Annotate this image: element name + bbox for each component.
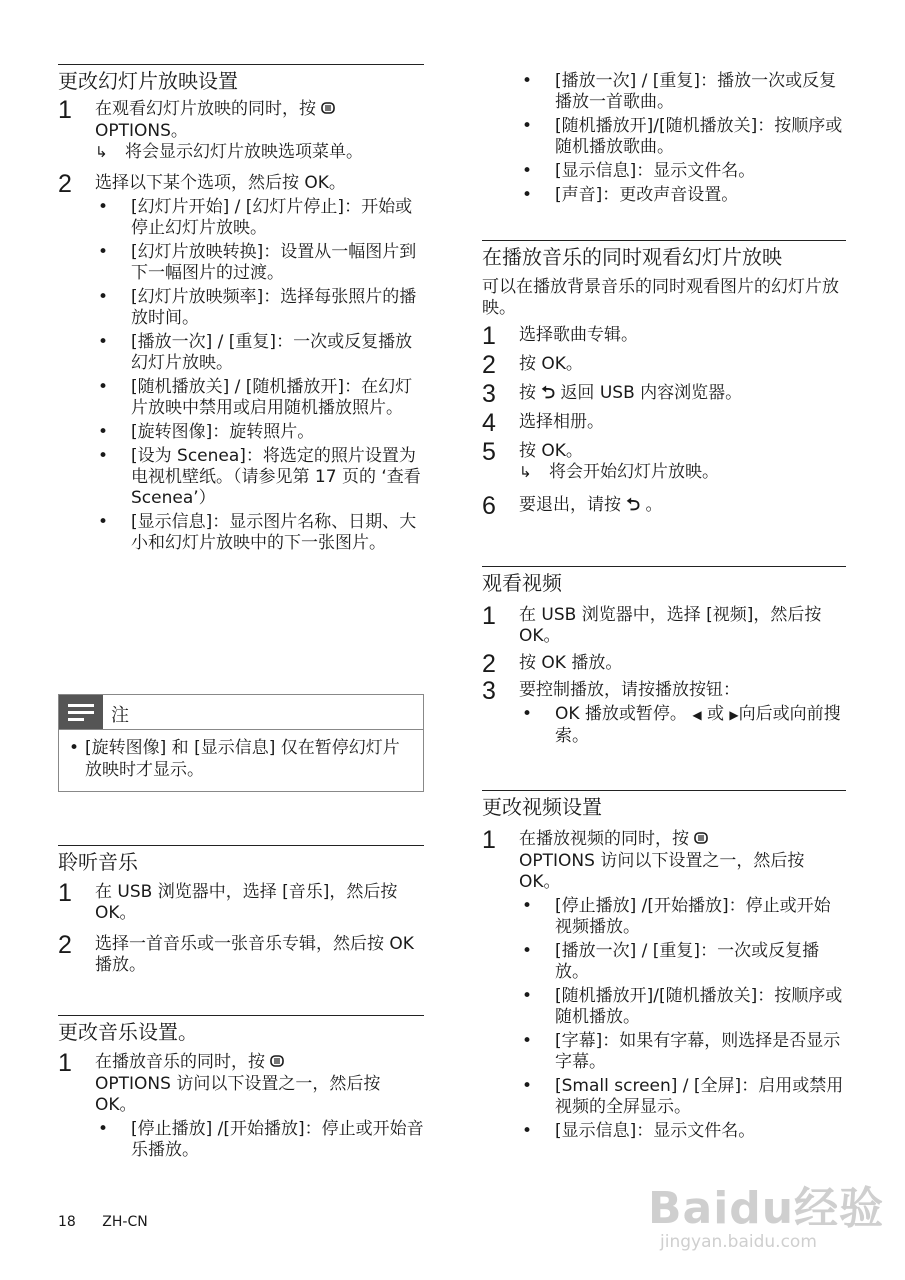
step-text: 选择歌曲专辑。 [519, 325, 638, 345]
section-slideshow-with-music [482, 240, 846, 520]
step-text: 选择以下某个选项，然后按 OK。 [95, 173, 346, 193]
step-result [519, 462, 846, 483]
bullet-text: [显示信息]：显示文件名。 [555, 161, 756, 181]
bullet-text: [随机播放开]/[随机播放关]：按顺序或随机播放歌曲。 [555, 116, 843, 157]
bullet-text: [随机播放关] / [随机播放开]：在幻灯片放映中禁用或启用随机播放照片。 [131, 377, 413, 418]
step-2 [482, 351, 846, 379]
step-text-2: 返回 USB 内容浏览器。 [560, 383, 743, 403]
step-4 [482, 409, 846, 437]
bullet-item: • [播放一次] / [重复]：播放一次或反复播放一首歌曲。 [482, 71, 846, 113]
bullet-text: [字幕]：如果有字幕，则选择是否显示字幕。 [555, 1031, 841, 1072]
bullet-item: • [随机播放开]/[随机播放关]：按顺序或随机播放歌曲。 [482, 116, 846, 158]
bullet-text: [停止播放] /[开始播放]：停止或开始音乐播放。 [131, 1119, 424, 1160]
watermark [648, 1172, 884, 1252]
step-number: 2 [482, 650, 496, 678]
step-number: 1 [482, 602, 496, 630]
back-icon: ⮌ [541, 383, 556, 403]
language-code: ZH-CN [102, 1214, 148, 1230]
step-number: 4 [482, 409, 496, 437]
bullet-item: • [随机播放开]/[随机播放关]：按顺序或随机播放。 [522, 986, 843, 1027]
step-1 [482, 826, 846, 1142]
bullet-text: [播放一次] / [重复]：一次或反复播放幻灯片放映。 [131, 332, 413, 373]
step-text-2: OPTIONS 访问以下设置之一，然后按 OK。 [95, 1074, 381, 1115]
note-title: 注 [111, 705, 129, 726]
step-6 [482, 492, 846, 520]
bullet-item: • [停止播放] /[开始播放]：停止或开始音乐播放。 [98, 1119, 424, 1160]
step-1 [58, 1049, 424, 1161]
step-text-2: 。 [645, 495, 663, 515]
step-number: 2 [58, 170, 72, 198]
bullet-item: • OK 播放或暂停。 ◀ 或 ▶向后或向前搜索。 [522, 704, 841, 746]
page-number: 18 [58, 1214, 76, 1230]
step-number: 1 [58, 96, 72, 124]
bullet-item: • [幻灯片放映转换]：设置从一幅图片到下一幅图片的过渡。 [98, 242, 417, 283]
section-title: 在播放音乐的同时观看幻灯片放映 [482, 245, 782, 269]
note-box [58, 694, 424, 792]
step-number: 2 [58, 931, 72, 959]
note-body-text: [旋转图像] 和 [显示信息] 仅在暂停幻灯片放映时才显示。 [85, 738, 400, 780]
bullet-item: • [播放一次] / [重复]：一次或反复播放。 [522, 941, 820, 982]
bullet-item: • [幻灯片放映频率]：选择每张照片的播放时间。 [98, 287, 417, 328]
step-number: 6 [482, 492, 496, 520]
bullet-item: • [旋转图像]：旋转照片。 [98, 422, 315, 442]
result-text: 将会显示幻灯片放映选项菜单。 [125, 142, 363, 162]
step-number: 1 [58, 1049, 72, 1077]
step-3 [482, 380, 846, 408]
bullet-item: • [Small screen] / [全屏]：启用或禁用视频的全屏显示。 [522, 1076, 844, 1117]
step-text: 要控制播放，请按播放按钮： [519, 680, 740, 700]
step-2 [58, 931, 424, 976]
bullet-item: • [字幕]：如果有字幕，则选择是否显示字幕。 [522, 1031, 841, 1072]
step-5 [482, 438, 846, 483]
bullet-text: [设为 Scenea]：将选定的照片设置为电视机壁纸。（请参见第 17 页的 ‘查看 Scenea’） [131, 446, 421, 508]
step-3 [482, 677, 846, 747]
step-text-2: OPTIONS 访问以下设置之一，然后按 OK。 [519, 851, 805, 892]
section-listen-music [58, 845, 424, 976]
bullet-text: [播放一次] / [重复]：一次或反复播放。 [555, 941, 820, 982]
bullet-text-3: 向后或向前搜索。 [555, 704, 841, 746]
step-1 [58, 879, 424, 924]
note-icon [59, 695, 103, 729]
result-arrow-icon: ↳ [519, 463, 532, 481]
step-number: 3 [482, 677, 496, 705]
step-text: 要退出，请按 [519, 495, 621, 515]
result-text: 将会开始幻灯片放映。 [549, 462, 719, 482]
step-text: 按 OK 播放。 [519, 653, 623, 673]
step-number: 2 [482, 351, 496, 379]
options-icon [694, 830, 708, 851]
step-text: 在观看幻灯片放映的同时，按 [95, 99, 316, 119]
watermark-logo: Baidu经验 [648, 1183, 885, 1234]
bullet-text: [显示信息]：显示图片名称、日期、大小和幻灯片放映中的下一张图片。 [131, 512, 417, 553]
bullet-item: • [显示信息]：显示图片名称、日期、大小和幻灯片放映中的下一张图片。 [98, 512, 417, 553]
section-video-settings [482, 790, 846, 1142]
step-text: 在播放音乐的同时，按 [95, 1052, 265, 1072]
section-title: 观看视频 [482, 571, 562, 595]
bullet-item: • [幻灯片开始] / [幻灯片停止]：开始或停止幻灯片放映。 [98, 197, 413, 238]
step-number: 1 [482, 322, 496, 350]
bullet-text: [停止播放] /[开始播放]：停止或开始视频播放。 [555, 896, 831, 937]
bullet-text: [幻灯片放映转换]：设置从一幅图片到下一幅图片的过渡。 [131, 242, 417, 283]
bullet-text: [幻灯片放映频率]：选择每张照片的播放时间。 [131, 287, 417, 328]
bullet-item: • [随机播放关] / [随机播放开]：在幻灯片放映中禁用或启用随机播放照片。 [98, 377, 413, 418]
options-icon [321, 100, 335, 121]
step-text: 在 USB 浏览器中，选择 [视频]，然后按 OK。 [519, 605, 822, 646]
options-icon [270, 1053, 284, 1074]
note-text: • [旋转图像] 和 [显示信息] 仅在暂停幻灯片放映时才显示。 [69, 737, 413, 781]
bullet-text-2: 或 [706, 704, 724, 724]
result-arrow-icon: ↳ [95, 143, 108, 161]
left-triangle-icon: ◀ [692, 708, 702, 722]
bullet-text: [Small screen] / [全屏]：启用或禁用视频的全屏显示。 [555, 1076, 844, 1117]
page-footer [58, 1214, 148, 1230]
section-title: 聆听音乐 [58, 850, 138, 874]
note-divider [59, 729, 423, 730]
step-text: 在 USB 浏览器中，选择 [音乐]，然后按 OK。 [95, 882, 398, 923]
bullet-text: [播放一次] / [重复]：播放一次或反复播放一首歌曲。 [555, 71, 837, 112]
bullet-item: • [播放一次] / [重复]：一次或反复播放幻灯片放映。 [98, 332, 413, 373]
step-text: 选择一首音乐或一张音乐专辑，然后按 OK 播放。 [95, 934, 414, 975]
bullet-text: OK 播放或暂停。 [555, 704, 687, 724]
bullet-text: [旋转图像]：旋转照片。 [131, 422, 315, 442]
section-title: 更改音乐设置。 [58, 1020, 198, 1044]
step-number: 5 [482, 438, 496, 466]
bullet-item: • [声音]：更改声音设置。 [482, 185, 846, 206]
bullet-text: [显示信息]：显示文件名。 [555, 1121, 756, 1141]
step-text-2: OPTIONS。 [95, 121, 188, 141]
step-text: 按 OK。 [519, 441, 583, 461]
right-triangle-icon: ▶ [729, 708, 739, 722]
back-icon: ⮌ [626, 495, 641, 515]
bullet-text: [声音]：更改声音设置。 [555, 185, 739, 205]
section-music-settings [58, 1015, 424, 1161]
section-slideshow-settings [58, 64, 424, 554]
step-2 [482, 650, 846, 678]
step-1 [482, 602, 846, 647]
bullet-item: • [设为 Scenea]：将选定的照片设置为电视机壁纸。（请参见第 17 页的 ‘查看 Scenea’） [98, 446, 421, 508]
step-number: 3 [482, 380, 496, 408]
step-2 [58, 170, 424, 554]
step-text: 按 OK。 [519, 354, 583, 374]
step-1 [482, 322, 846, 350]
bullet-item: • [显示信息]：显示文件名。 [522, 1121, 756, 1141]
step-text: 按 [519, 383, 536, 403]
bullet-item: • [停止播放] /[开始播放]：停止或开始视频播放。 [522, 896, 831, 937]
step-text: 在播放视频的同时，按 [519, 829, 689, 849]
music-settings-continued [482, 68, 846, 206]
section-title: 更改视频设置 [482, 795, 602, 819]
section-title: 更改幻灯片放映设置 [58, 69, 238, 93]
step-text: 选择相册。 [519, 412, 604, 432]
bullet-item: • [显示信息]：显示文件名。 [482, 161, 846, 182]
step-number: 1 [482, 826, 496, 854]
section-watch-video [482, 566, 846, 747]
bullet-text: [随机播放开]/[随机播放关]：按顺序或随机播放。 [555, 986, 843, 1027]
bullet-text: [幻灯片开始] / [幻灯片停止]：开始或停止幻灯片放映。 [131, 197, 413, 238]
step-number: 1 [58, 879, 72, 907]
step-result [95, 142, 424, 163]
watermark-url: jingyan.baidu.com [660, 1232, 817, 1252]
step-1 [58, 96, 424, 163]
section-intro: 可以在播放背景音乐的同时观看图片的幻灯片放映。 [482, 277, 839, 318]
